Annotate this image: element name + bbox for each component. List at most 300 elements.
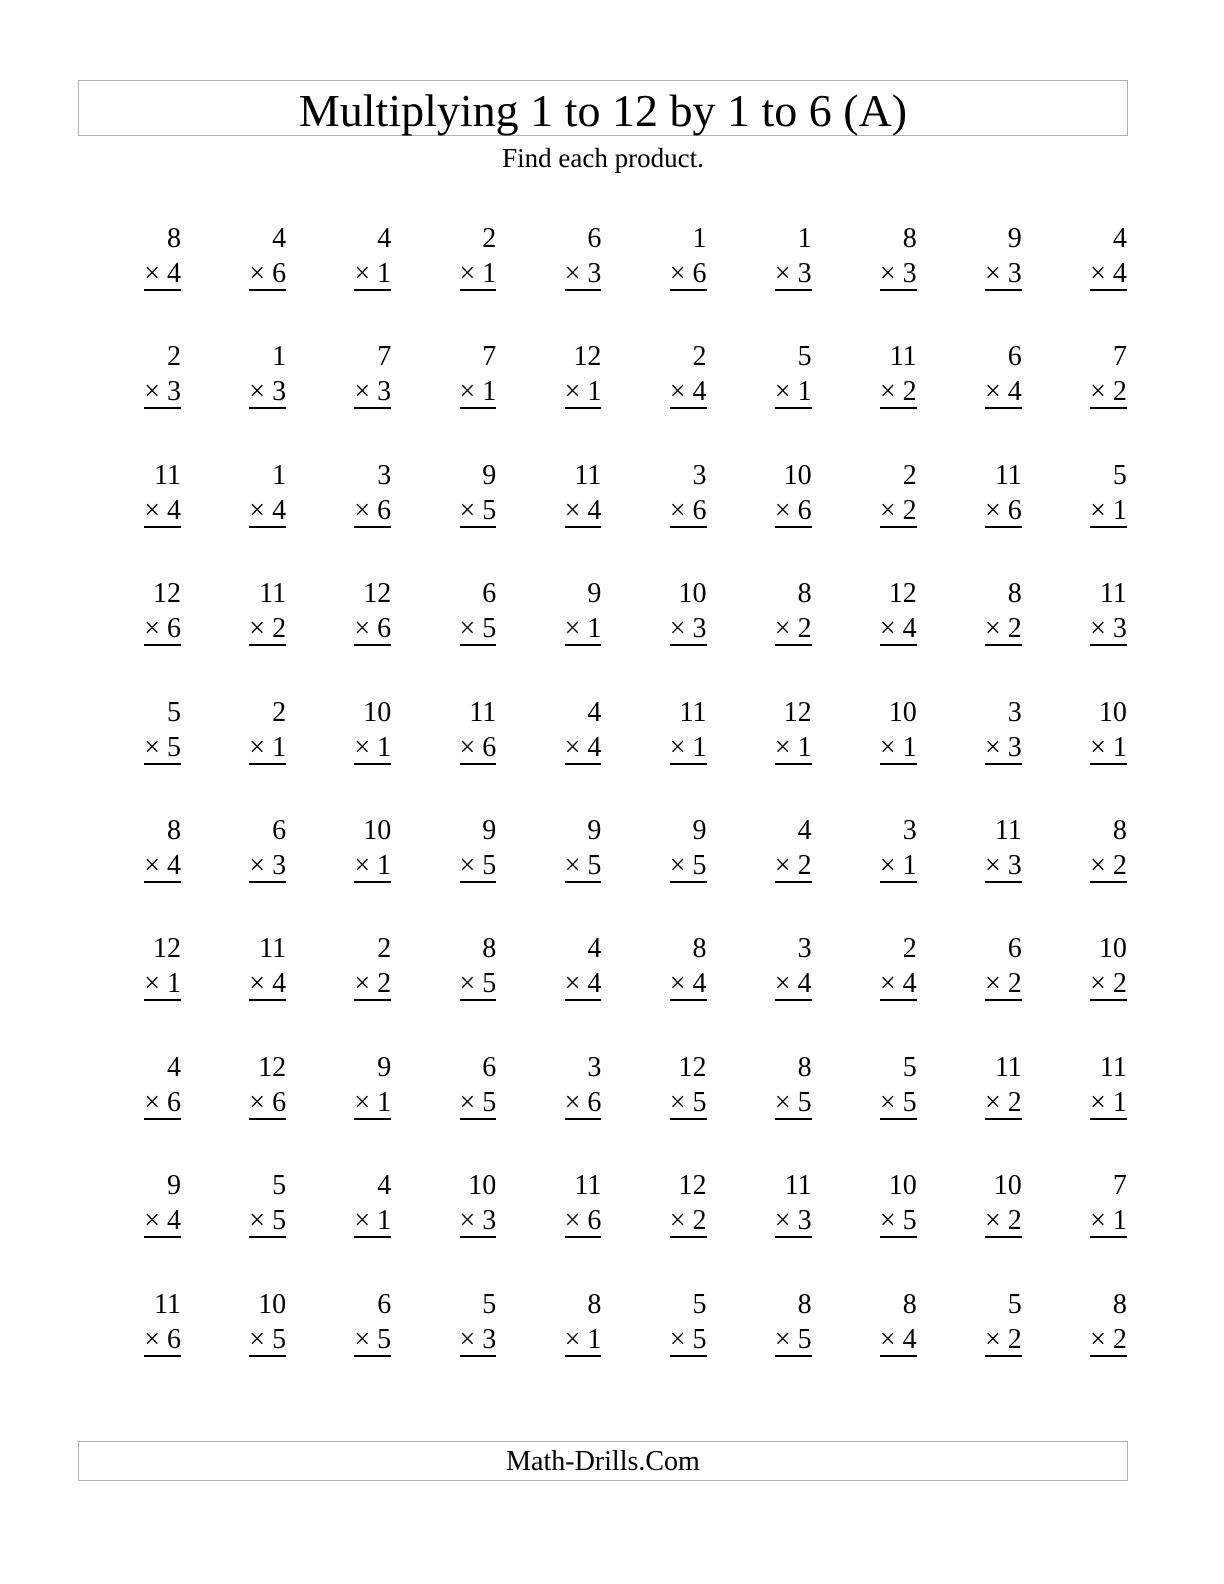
problem (827, 693, 917, 773)
multiplicand: 11 (469, 696, 497, 728)
multiplier: × 3 (354, 376, 392, 408)
problem (827, 574, 917, 654)
multiplicand: 10 (363, 696, 392, 728)
multiplier: × 1 (354, 850, 392, 881)
multiplier: × 1 (459, 376, 497, 408)
multiplier: × 3 (774, 1205, 812, 1237)
multiplicand: 6 (377, 1288, 392, 1320)
multiplier: × 1 (1090, 731, 1127, 763)
problem (722, 1048, 812, 1128)
multiplier: × 4 (144, 494, 181, 526)
multiplicand: 9 (482, 815, 497, 846)
multiplicand: 8 (902, 223, 917, 254)
multiplier: × 4 (249, 968, 287, 1000)
multiplier: × 1 (879, 731, 917, 763)
multiplier: × 4 (985, 376, 1022, 408)
multiplier: × 5 (669, 1323, 707, 1355)
problem (932, 693, 1022, 773)
multiplicand: 5 (482, 1288, 497, 1320)
multiplier: × 3 (459, 1205, 497, 1237)
problem (827, 1285, 917, 1365)
problem (196, 693, 286, 773)
multiplier: × 3 (985, 258, 1022, 289)
problem (617, 1166, 707, 1246)
multiplicand: 10 (363, 815, 392, 846)
multiplicand: 3 (377, 459, 392, 491)
multiplicand: 11 (259, 933, 287, 965)
multiplicand: 11 (1099, 1051, 1127, 1083)
multiplier: × 1 (879, 850, 917, 881)
problem (406, 219, 496, 299)
problem (196, 929, 286, 1009)
multiplicand: 2 (902, 933, 917, 965)
problem (617, 693, 707, 773)
multiplier: × 1 (774, 376, 812, 408)
problem (91, 929, 181, 1009)
multiplier: × 5 (774, 1323, 812, 1355)
multiplicand: 12 (153, 933, 181, 965)
multiplicand: 11 (259, 578, 287, 610)
problem (196, 219, 286, 299)
multiplicand: 10 (888, 1170, 917, 1202)
problem (511, 219, 601, 299)
problem (722, 811, 812, 891)
multiplicand: 2 (482, 223, 497, 254)
problem (1037, 693, 1127, 773)
multiplicand: 3 (587, 1051, 602, 1083)
problem (827, 456, 917, 536)
multiplier: × 5 (669, 1086, 707, 1118)
multiplicand: 11 (154, 459, 181, 491)
problem (301, 456, 391, 536)
problem (406, 337, 496, 417)
multiplicand: 12 (888, 578, 917, 610)
problem (406, 811, 496, 891)
problem (301, 574, 391, 654)
multiplicand: 11 (994, 459, 1022, 491)
multiplicand: 10 (468, 1170, 497, 1202)
problem (511, 811, 601, 891)
multiplicand: 10 (783, 459, 812, 491)
multiplier: × 2 (1090, 968, 1127, 1000)
problem (827, 929, 917, 1009)
problem (406, 456, 496, 536)
problem (406, 1048, 496, 1128)
problem (1037, 1166, 1127, 1246)
multiplier: × 4 (669, 376, 707, 408)
multiplicand: 5 (797, 341, 812, 373)
footer-box (78, 1441, 1128, 1481)
problem (932, 574, 1022, 654)
multiplier: × 1 (249, 731, 287, 763)
multiplier: × 6 (564, 1086, 602, 1118)
multiplier: × 2 (354, 968, 392, 1000)
problem (301, 1048, 391, 1128)
multiplicand: 4 (167, 1051, 181, 1083)
multiplier: × 2 (1090, 376, 1127, 408)
problem (932, 219, 1022, 299)
problem (1037, 929, 1127, 1009)
multiplier: × 5 (249, 1323, 287, 1355)
multiplier: × 2 (249, 613, 287, 645)
problem (511, 1285, 601, 1365)
multiplicand: 12 (153, 578, 181, 610)
multiplier: × 5 (459, 968, 497, 1000)
multiplier: × 6 (144, 613, 181, 645)
multiplicand: 2 (272, 696, 287, 728)
multiplicand: 10 (258, 1288, 287, 1320)
multiplier: × 6 (249, 1086, 287, 1118)
multiplier: × 4 (1090, 258, 1127, 289)
multiplicand: 1 (272, 459, 287, 491)
multiplicand: 4 (377, 223, 392, 254)
multiplier: × 1 (564, 1323, 602, 1355)
multiplicand: 2 (377, 933, 392, 965)
problem (932, 1285, 1022, 1365)
problem (722, 337, 812, 417)
multiplier: × 5 (459, 613, 497, 645)
problem (722, 1285, 812, 1365)
multiplicand: 1 (797, 223, 812, 254)
multiplier: × 3 (1090, 613, 1127, 645)
multiplicand: 10 (888, 696, 917, 728)
multiplicand: 11 (889, 341, 917, 373)
multiplicand: 1 (692, 223, 707, 254)
worksheet-title: Multiplying 1 to 12 by 1 to 6 (A) (298, 85, 908, 136)
problem (406, 1285, 496, 1365)
multiplier: × 1 (459, 258, 497, 289)
multiplier: × 4 (879, 1323, 917, 1355)
multiplicand: 9 (482, 459, 497, 491)
multiplicand: 3 (797, 933, 812, 965)
multiplicand: 9 (377, 1051, 392, 1083)
multiplicand: 4 (587, 696, 602, 728)
multiplier: × 4 (564, 731, 602, 763)
multiplicand: 12 (678, 1170, 707, 1202)
problem (932, 929, 1022, 1009)
problem (617, 337, 707, 417)
multiplier: × 2 (669, 1205, 707, 1237)
problem (511, 1048, 601, 1128)
multiplier: × 6 (354, 494, 392, 526)
multiplier: × 5 (459, 850, 497, 881)
multiplier: × 4 (144, 1205, 181, 1237)
multiplicand: 11 (574, 1170, 602, 1202)
problem (301, 1285, 391, 1365)
multiplier: × 5 (669, 850, 707, 881)
problem (722, 574, 812, 654)
multiplier: × 6 (354, 613, 392, 645)
problem (617, 1285, 707, 1365)
multiplier: × 1 (144, 968, 181, 1000)
multiplier: × 6 (144, 1086, 181, 1118)
problem (1037, 219, 1127, 299)
multiplicand: 12 (783, 696, 812, 728)
multiplier: × 5 (459, 1086, 497, 1118)
problem (91, 219, 181, 299)
multiplier: × 1 (669, 731, 707, 763)
problem (827, 1166, 917, 1246)
multiplicand: 12 (363, 578, 392, 610)
multiplicand: 4 (797, 815, 812, 846)
problem (301, 1166, 391, 1246)
multiplicand: 8 (1112, 815, 1127, 846)
problem (617, 574, 707, 654)
multiplier: × 5 (144, 731, 181, 763)
problem (932, 456, 1022, 536)
multiplicand: 12 (678, 1051, 707, 1083)
multiplier: × 1 (1090, 1205, 1127, 1237)
multiplicand: 7 (482, 341, 497, 373)
problem (511, 693, 601, 773)
multiplier: × 4 (879, 613, 917, 645)
multiplier: × 3 (985, 850, 1022, 881)
multiplicand: 4 (272, 223, 287, 254)
multiplier: × 1 (1090, 494, 1127, 526)
multiplicand: 11 (994, 815, 1022, 846)
problem (1037, 456, 1127, 536)
multiplier: × 1 (354, 731, 392, 763)
multiplier: × 2 (985, 1205, 1022, 1237)
problem (196, 811, 286, 891)
multiplicand: 5 (167, 696, 181, 728)
multiplier: × 5 (774, 1086, 812, 1118)
problem (301, 929, 391, 1009)
problem (196, 1166, 286, 1246)
multiplier: × 3 (144, 376, 181, 408)
problem (511, 929, 601, 1009)
multiplier: × 2 (879, 494, 917, 526)
multiplicand: 7 (1112, 1170, 1127, 1202)
problem (301, 693, 391, 773)
multiplier: × 2 (774, 613, 812, 645)
multiplicand: 2 (167, 341, 181, 373)
multiplier: × 3 (985, 731, 1022, 763)
problem (91, 693, 181, 773)
multiplicand: 8 (1007, 578, 1022, 610)
multiplier: × 1 (354, 1086, 392, 1118)
multiplicand: 8 (1112, 1288, 1127, 1320)
problem (91, 337, 181, 417)
multiplier: × 2 (774, 850, 812, 881)
problem (406, 693, 496, 773)
multiplicand: 6 (1007, 933, 1022, 965)
multiplicand: 6 (587, 223, 602, 254)
multiplier: × 6 (564, 1205, 602, 1237)
multiplier: × 4 (879, 968, 917, 1000)
multiplicand: 8 (167, 223, 181, 254)
problem (617, 811, 707, 891)
multiplier: × 5 (879, 1086, 917, 1118)
multiplier: × 6 (774, 494, 812, 526)
multiplicand: 11 (679, 696, 707, 728)
multiplier: × 3 (879, 258, 917, 289)
multiplier: × 5 (459, 494, 497, 526)
problem (301, 811, 391, 891)
multiplicand: 9 (587, 578, 602, 610)
problem (617, 929, 707, 1009)
problem (301, 219, 391, 299)
problem (196, 337, 286, 417)
problem (511, 574, 601, 654)
problem (827, 337, 917, 417)
multiplier: × 6 (669, 258, 707, 289)
multiplicand: 11 (994, 1051, 1022, 1083)
problem (1037, 1285, 1127, 1365)
multiplier: × 5 (879, 1205, 917, 1237)
multiplicand: 9 (1007, 223, 1022, 254)
multiplier: × 4 (144, 850, 181, 881)
multiplier: × 3 (669, 613, 707, 645)
multiplicand: 2 (692, 341, 707, 373)
multiplicand: 8 (587, 1288, 602, 1320)
multiplicand: 10 (993, 1170, 1022, 1202)
multiplier: × 2 (1090, 1323, 1127, 1355)
problem (511, 337, 601, 417)
problem (196, 1285, 286, 1365)
problem (932, 337, 1022, 417)
footer-site-name: Math-Drills.Com (506, 1446, 700, 1477)
multiplicand: 10 (1098, 933, 1127, 965)
multiplicand: 9 (167, 1170, 181, 1202)
multiplicand: 5 (902, 1051, 917, 1083)
problem (722, 929, 812, 1009)
multiplier: × 1 (1090, 1086, 1127, 1118)
problem (1037, 574, 1127, 654)
multiplicand: 10 (678, 578, 707, 610)
multiplicand: 8 (482, 933, 497, 965)
problem (827, 219, 917, 299)
multiplier: × 3 (564, 258, 602, 289)
multiplier: × 2 (1090, 850, 1127, 881)
multiplier: × 4 (249, 494, 287, 526)
multiplicand: 11 (154, 1288, 181, 1320)
multiplier: × 4 (774, 968, 812, 1000)
multiplicand: 12 (258, 1051, 287, 1083)
multiplier: × 5 (249, 1205, 287, 1237)
multiplier: × 4 (564, 494, 602, 526)
problem (301, 337, 391, 417)
problem (91, 1166, 181, 1246)
multiplicand: 8 (797, 578, 812, 610)
problem (196, 456, 286, 536)
multiplier: × 6 (459, 731, 497, 763)
multiplier: × 1 (564, 376, 602, 408)
multiplicand: 3 (902, 815, 917, 846)
worksheet-instruction: Find each product. (502, 143, 704, 173)
problem (196, 574, 286, 654)
multiplier: × 1 (354, 1205, 392, 1237)
multiplicand: 5 (272, 1170, 287, 1202)
multiplier: × 6 (249, 258, 287, 289)
multiplicand: 4 (377, 1170, 392, 1202)
problem (196, 1048, 286, 1128)
multiplicand: 5 (692, 1288, 707, 1320)
multiplicand: 3 (1007, 696, 1022, 728)
multiplicand: 10 (1098, 696, 1127, 728)
problem (91, 456, 181, 536)
multiplier: × 5 (564, 850, 602, 881)
problem (827, 1048, 917, 1128)
problem (1037, 811, 1127, 891)
multiplicand: 8 (167, 815, 181, 846)
problem (91, 1048, 181, 1128)
multiplicand: 12 (573, 341, 602, 373)
multiplicand: 8 (902, 1288, 917, 1320)
multiplicand: 4 (587, 933, 602, 965)
multiplicand: 6 (272, 815, 287, 846)
multiplier: × 2 (985, 968, 1022, 1000)
problem (827, 811, 917, 891)
multiplicand: 4 (1112, 223, 1127, 254)
multiplier: × 6 (669, 494, 707, 526)
multiplicand: 8 (797, 1051, 812, 1083)
multiplicand: 9 (587, 815, 602, 846)
multiplicand: 1 (272, 341, 287, 373)
problem (617, 456, 707, 536)
multiplicand: 8 (797, 1288, 812, 1320)
multiplicand: 11 (1099, 578, 1127, 610)
problem (932, 1166, 1022, 1246)
multiplier: × 1 (564, 613, 602, 645)
multiplicand: 8 (692, 933, 707, 965)
problem (91, 1285, 181, 1365)
problem (722, 1166, 812, 1246)
multiplicand: 11 (574, 459, 602, 491)
multiplier: × 5 (354, 1323, 392, 1355)
problem (722, 219, 812, 299)
problem (511, 456, 601, 536)
multiplier: × 2 (985, 1086, 1022, 1118)
multiplier: × 2 (985, 1323, 1022, 1355)
multiplier: × 3 (459, 1323, 497, 1355)
problem (406, 929, 496, 1009)
multiplier: × 1 (774, 731, 812, 763)
multiplicand: 9 (692, 815, 707, 846)
multiplier: × 6 (144, 1323, 181, 1355)
multiplier: × 3 (249, 850, 287, 881)
multiplier: × 4 (669, 968, 707, 1000)
multiplier: × 2 (879, 376, 917, 408)
multiplicand: 7 (1112, 341, 1127, 373)
problem (91, 574, 181, 654)
problem (1037, 337, 1127, 417)
problem (1037, 1048, 1127, 1128)
multiplicand: 2 (902, 459, 917, 491)
multiplier: × 4 (564, 968, 602, 1000)
multiplicand: 5 (1007, 1288, 1022, 1320)
multiplier: × 2 (985, 613, 1022, 645)
problem (617, 1048, 707, 1128)
problem (91, 811, 181, 891)
multiplicand: 6 (482, 578, 497, 610)
multiplicand: 6 (482, 1051, 497, 1083)
multiplicand: 11 (784, 1170, 812, 1202)
problem (406, 574, 496, 654)
problem (722, 693, 812, 773)
multiplicand: 6 (1007, 341, 1022, 373)
multiplier: × 3 (774, 258, 812, 289)
multiplier: × 6 (985, 494, 1022, 526)
problem (617, 219, 707, 299)
problem (932, 811, 1022, 891)
problem (406, 1166, 496, 1246)
multiplicand: 5 (1112, 459, 1127, 491)
multiplier: × 4 (144, 258, 181, 289)
multiplicand: 7 (377, 341, 392, 373)
problem (511, 1166, 601, 1246)
problem (722, 456, 812, 536)
